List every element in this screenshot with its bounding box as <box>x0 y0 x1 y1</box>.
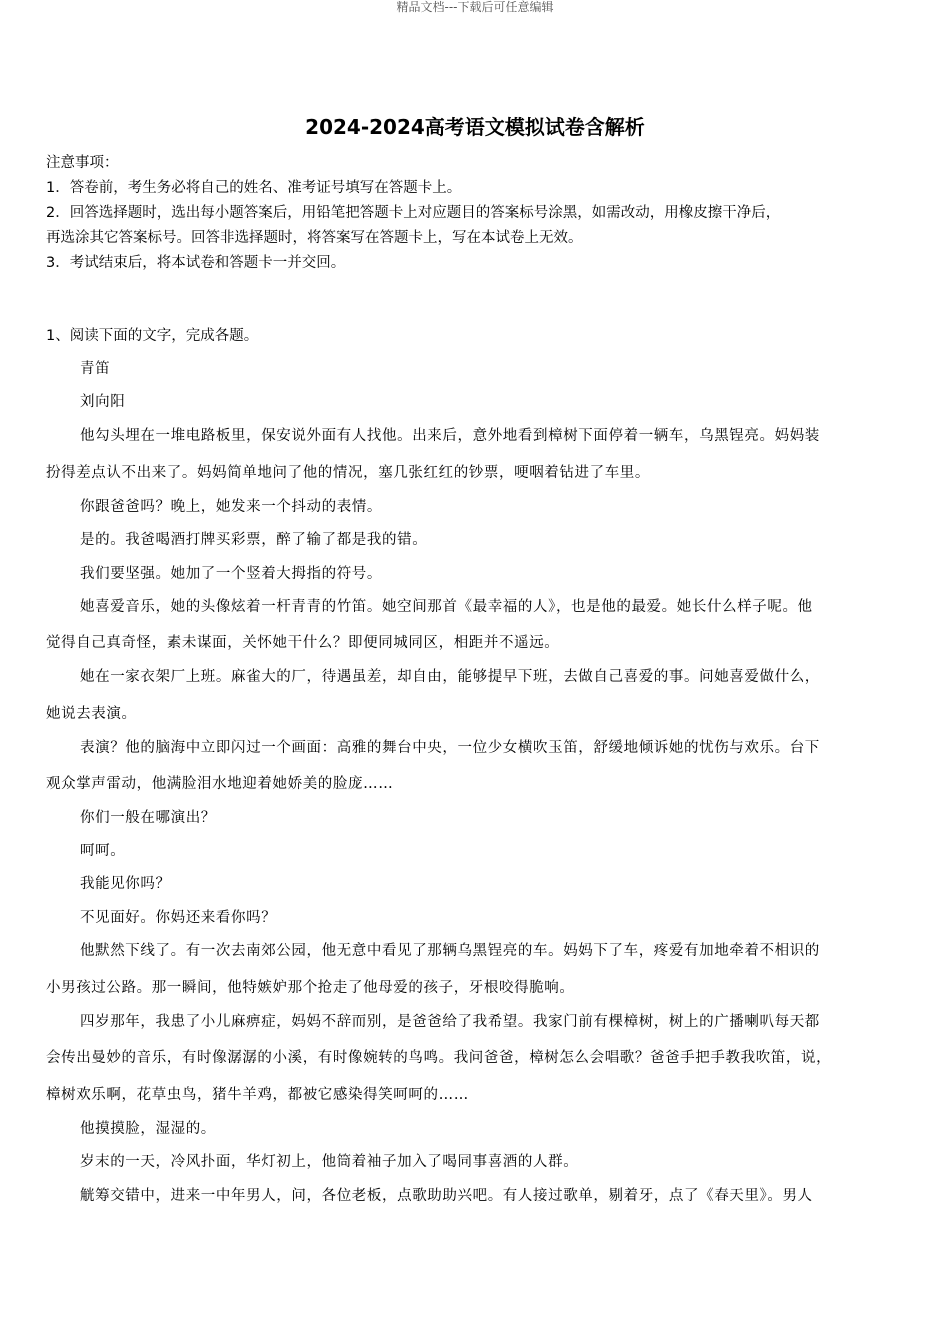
story-line: 他勾头埋在一堆电路板里，保安说外面有人找他。出来后，意外地看到樟树下面停着一辆车，乌黑锃亮。妈妈装 <box>80 428 820 444</box>
notice-item: 再选涂其它答案标号。回答非选择题时，将答案写在答题卡上，写在本试卷上无效。 <box>46 230 583 246</box>
story-line: 他摸摸脸，湿湿的。 <box>80 1121 216 1137</box>
notice-heading: 注意事项： <box>46 155 119 171</box>
story-line: 觉得自己真奇怪，素未谋面，关怀她干什么？即便同城同区，相距并不遥远。 <box>46 635 560 651</box>
story-line: 你们一般在哪演出？ <box>80 810 216 826</box>
story-line: 我能见你吗？ <box>80 876 171 892</box>
story-line: 不见面好。你妈还来看你吗？ <box>80 910 277 926</box>
story-line: 他默然下线了。有一次去南郊公园，他无意中看见了那辆乌黑锃亮的车。妈妈下了车，疼爱有加地牵着不相识的 <box>80 943 820 959</box>
story-line: 樟树欢乐啊，花草虫鸟，猪牛羊鸡，都被它感染得笑呵呵的…… <box>46 1087 469 1103</box>
notice-item: 3．考试结束后，将本试卷和答题卡一并交回。 <box>46 255 346 271</box>
story-line: 岁末的一天，冷风扑面，华灯初上，他筒着袖子加入了喝同事喜酒的人群。 <box>80 1154 579 1170</box>
story-line: 觥筹交错中，进来一中年男人，问，各位老板，点歌助助兴吧。有人接过歌单，剔着牙，点了《春天里》。男人 <box>80 1188 813 1204</box>
story-line: 你跟爸爸吗？晚上，她发来一个抖动的表情。 <box>80 499 382 515</box>
document-title: 2024-2024高考语文模拟试卷含解析 <box>305 115 645 139</box>
story-line: 观众掌声雷动，他满脸泪水地迎着她娇美的脸庞…… <box>46 776 394 792</box>
story-line: 小男孩过公路。那一瞬间，他特嫉妒那个抢走了他母爱的孩子，牙根咬得脆响。 <box>46 980 575 996</box>
story-title: 青笛 <box>80 361 111 377</box>
story-line: 她说去表演。 <box>46 706 137 722</box>
story-line: 我们要坚强。她加了一个竖着大拇指的符号。 <box>80 566 382 582</box>
story-line: 她在一家衣架厂上班。麻雀大的厂，待遇虽差，却自由，能够提早下班，去做自己喜爱的事。问她喜爱做什么， <box>80 669 820 685</box>
notice-item: 2．回答选择题时，选出每小题答案后，用铅笔把答题卡上对应题目的答案标号涂黑，如需改动，用橡皮擦干净后， <box>46 205 781 221</box>
story-author: 刘向阳 <box>80 394 126 410</box>
notice-item: 1．答卷前，考生务必将自己的姓名、准考证号填写在答题卡上。 <box>46 180 462 196</box>
story-line: 表演？他的脑海中立即闪过一个画面：高雅的舞台中央，一位少女横吹玉笛，舒缓地倾诉她的忧伤与欢乐。台下 <box>80 740 820 756</box>
story-line: 会传出曼妙的音乐，有时像潺潺的小溪，有时像婉转的鸟鸣。我问爸爸，樟树怎么会唱歌？爸爸手把手教我吹笛，说， <box>46 1050 832 1066</box>
story-line: 四岁那年，我患了小儿麻痹症，妈妈不辞而别，是爸爸给了我希望。我家门前有棵樟树，树上的广播喇叭每天都 <box>80 1014 820 1030</box>
story-line: 扮得差点认不出来了。妈妈简单地问了他的情况，塞几张红红的钞票，哽咽着钻进了车里。 <box>46 465 650 481</box>
story-line: 呵呵。 <box>80 843 126 859</box>
story-line: 是的。我爸喝酒打牌买彩票，醉了输了都是我的错。 <box>80 532 428 548</box>
question-prompt: 1、阅读下面的文字，完成各题。 <box>46 328 259 344</box>
notice-section <box>46 151 916 276</box>
page-header-note: 精品文档---下载后可任意编辑 <box>396 0 554 14</box>
story-line: 她喜爱音乐，她的头像炫着一杆青青的竹笛。她空间那首《最幸福的人》，也是他的最爱。她长什么样子呢。他 <box>80 599 813 615</box>
